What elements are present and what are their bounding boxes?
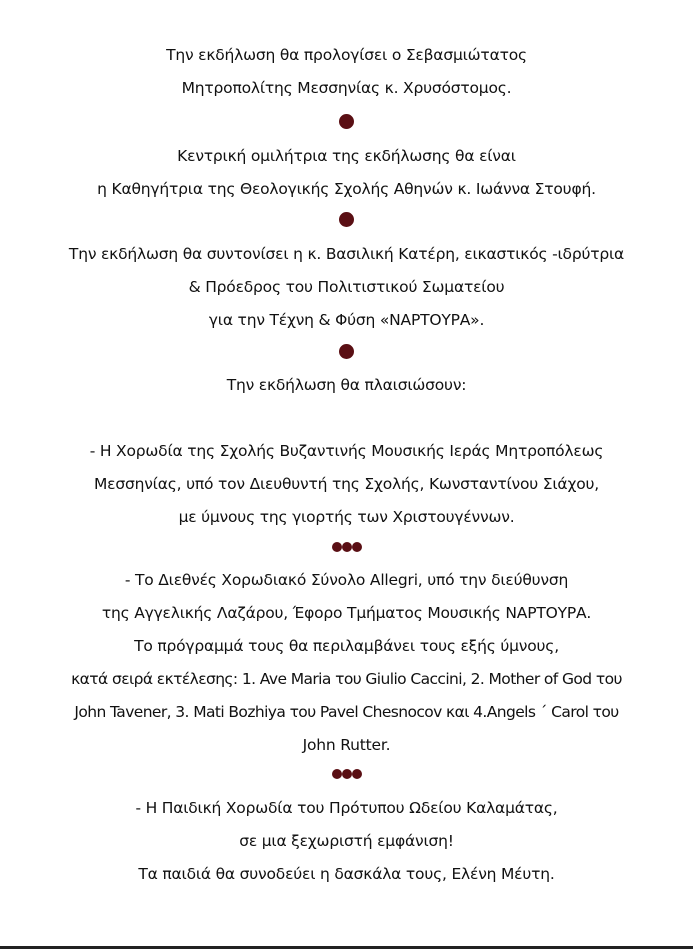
choir2-line-1: - Το Διεθνές Χορωδιακό Σύνολο Allegri, υπό την διεύθυνση [124, 571, 569, 589]
choir1-line-1: - Η Χορωδία της Σχολής Βυζαντινής Μουσικής Ιεράς Μητροπόλεως [89, 442, 604, 460]
choir3-line-1: - Η Παιδική Χορωδία του Πρότυπου Ωδείου Καλαμάτας, [135, 799, 558, 817]
frame-intro: Την εκδήλωση θα πλαισιώσουν: [226, 376, 467, 394]
choir2-line-3: Το πρόγραμμά τους θα περιλαμβάνει τους εξής ύμνους, [134, 637, 559, 655]
choir2-line-2: της Αγγελικής Λαζάρου, Έφορο Τμήματος Μουσικής ΝΑΡΤΟΥΡΑ. [101, 604, 592, 622]
ornament-dot [339, 114, 354, 129]
speaker-line-1: Κεντρική ομιλήτρια της εκδήλωσης θα είναι [177, 147, 516, 165]
opening-line-2: Μητροπολίτης Μεσσηνίας κ. Χρυσόστομος. [181, 79, 512, 97]
choir3-line-3: Τα παιδιά θα συνοδεύει η δασκάλα τους, Ελένη Μέυτη. [138, 865, 555, 883]
opening-line-1: Την εκδήλωση θα προλογίσει ο Σεβασμιώτατος [166, 46, 527, 64]
choir1-line-3: με ύμνους της γιορτής των Χριστουγέννων. [178, 508, 515, 526]
ornament-dot [339, 344, 354, 359]
coordinator-line-2: & Πρόεδρος του Πολιτιστικού Σωματείου [188, 278, 505, 296]
ornament-triple-dots [332, 542, 362, 552]
ornament-triple-dots [332, 769, 362, 779]
choir2-line-5: John Tavener, 3. Mati Bozhiya του Pavel Chesnocov και 4.Angels ΄ Carol του [74, 703, 619, 721]
speaker-line-2: η Καθηγήτρια της Θεολογικής Σχολής Αθηνών κ. Ιωάννα Στουφή. [97, 180, 596, 198]
bottom-rule [0, 946, 693, 949]
choir2-line-4: κατά σειρά εκτέλεσης: 1. Ave Maria του Giulio Caccini, 2. Mother of God του [71, 670, 622, 688]
choir3-line-2: σε μια ξεχωριστή εμφάνιση! [239, 832, 454, 850]
choir1-line-2: Μεσσηνίας, υπό τον Διευθυντή της Σχολής, Κωνσταντίνου Σιάχου, [94, 475, 599, 493]
coordinator-line-1: Την εκδήλωση θα συντονίσει η κ. Βασιλική Κατέρη, εικαστικός -ιδρύτρια [68, 245, 625, 263]
coordinator-line-3: για την Τέχνη & Φύση «ΝΑΡΤΟΥΡΑ». [208, 311, 485, 329]
ornament-dot [339, 212, 354, 227]
choir2-line-6: John Rutter. [302, 736, 391, 754]
